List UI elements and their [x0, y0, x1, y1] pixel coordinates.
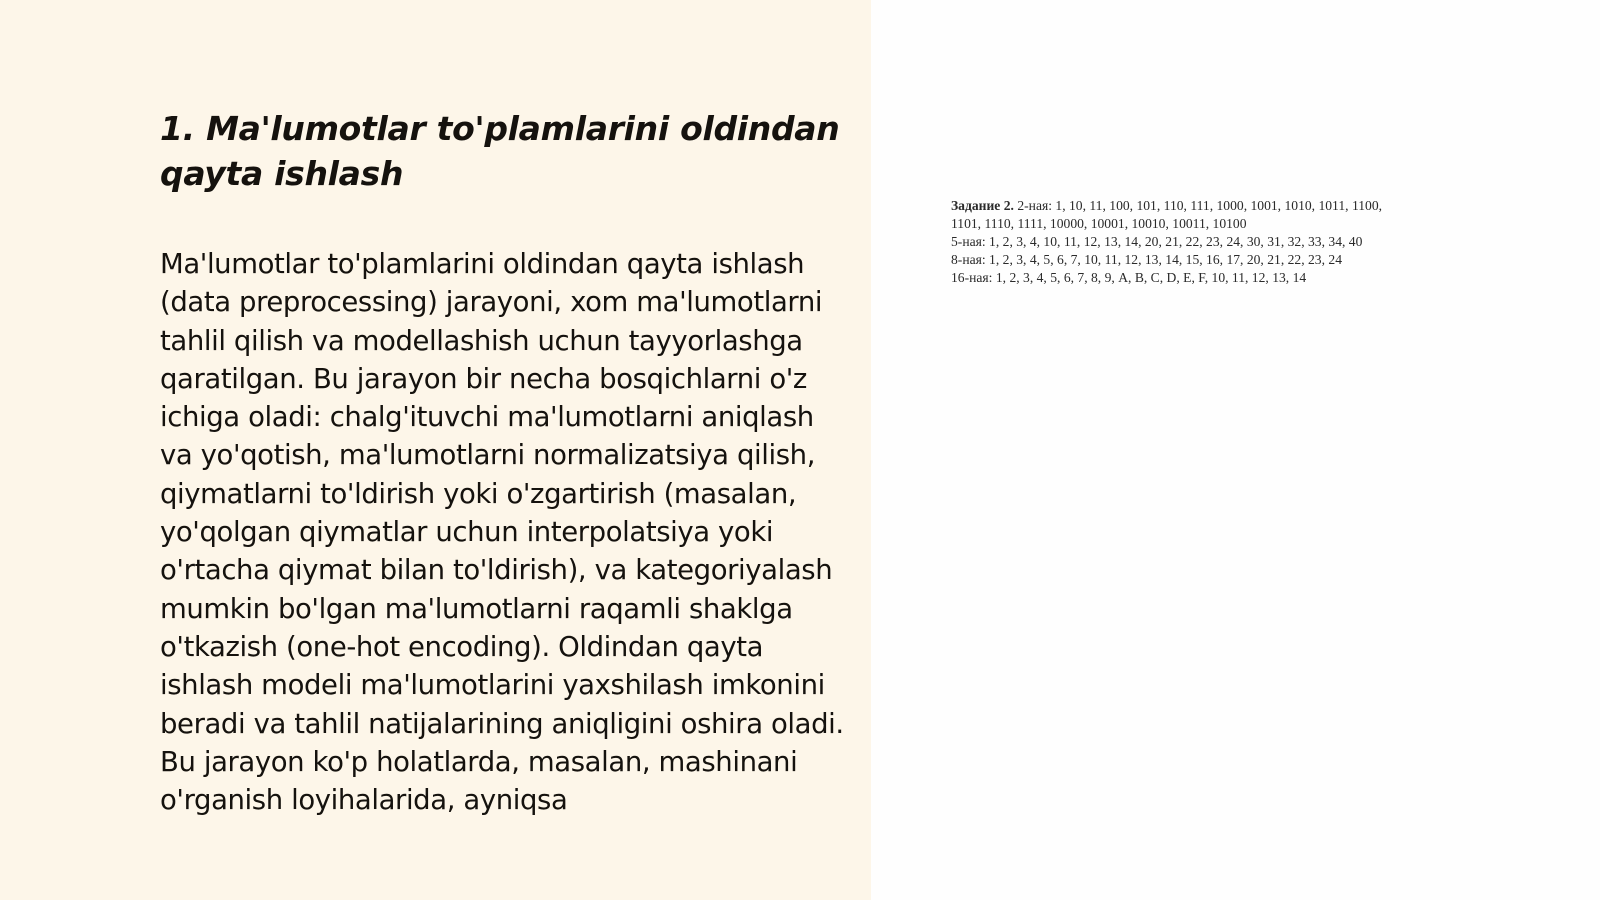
slide-title: 1. Ma'lumotlar to'plamlarini oldindan qayta ishlash: [160, 109, 840, 193]
exercise-line: 8-ная: 1, 2, 3, 4, 5, 6, 7, 10, 11, 12, 13, 14, 15, 16, 17, 20, 21, 22, 23, 24: [951, 252, 1342, 267]
slide-body-text: Ma'lumotlar to'plamlarini oldindan qayta ishlash (data preprocessing) jarayoni, xom ma'lumotlarni tahlil qilish va modellashish uchun tayyorlashga qaratilgan. Bu jarayon bir necha bosqichlarni o'z ichiga oladi: chalg'ituvchi ma'lumotlarni aniqlash va yo'qotish, ma'lumotlarni normalizatsiya qilish, qiymatlarni to'ldirish yoki o'zgartirish (masalan, yo'qolgan qiymatlar uchun interpolatsiya yoki o'rtacha qiymat bilan to'ldirish), va kategoriyalash mumkin bo'lgan ma'lumotlarni raqamli shaklga o'tkazish (one-hot encoding). Oldindan qayta ishlash modeli ma'lumotlarini yaxshilash imkonini beradi va tahlil natijalarining aniqligini oshira oladi. Bu jarayon ko'p holatlarda, masalan, mashinani o'rganish loyihalarida, ayniqsa: [160, 248, 844, 817]
exercise-line: [951, 197, 1471, 215]
image-panel: [871, 0, 1600, 900]
exercise-line: 16-ная: 1, 2, 3, 4, 5, 6, 7, 8, 9, A, B, C, D, E, F, 10, 11, 12, 13, 14: [951, 270, 1307, 285]
exercise-line: 1101, 1110, 1111, 10000, 10001, 10010, 10011, 10100: [951, 216, 1247, 231]
exercise-line-text: 2-ная: 1, 10, 11, 100, 101, 110, 111, 1000, 1001, 1010, 1011, 1100,: [1017, 198, 1383, 213]
exercise-task-label: Задание 2.: [951, 198, 1014, 213]
exercise-image: [951, 197, 1471, 287]
exercise-line: 5-ная: 1, 2, 3, 4, 10, 11, 12, 13, 14, 20, 21, 22, 23, 24, 30, 31, 32, 33, 34, 40: [951, 234, 1363, 249]
